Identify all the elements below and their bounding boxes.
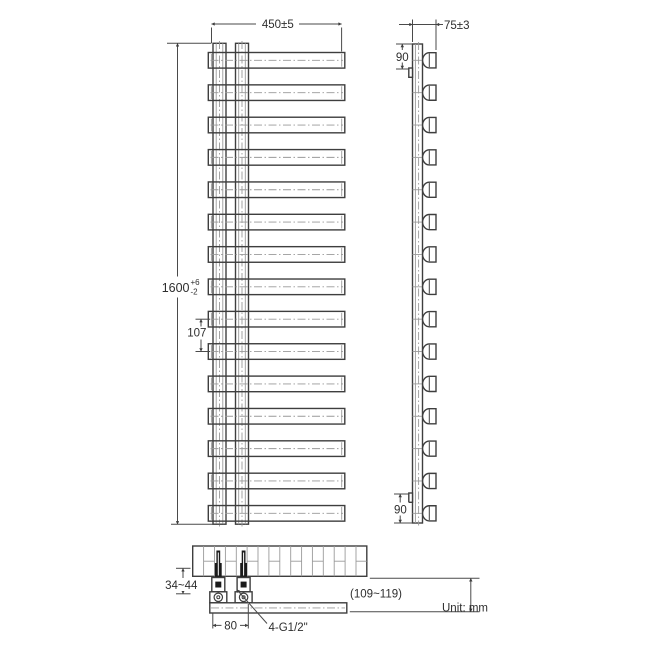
bottom-view: [163, 546, 480, 634]
bar-end-tabs: [413, 53, 437, 521]
unit-note: Unit: mm: [442, 602, 488, 615]
height-dim-tol-plus: +6: [190, 278, 200, 287]
bar-pitch-label: 107: [187, 327, 207, 340]
height-dim-tol-minus: -2: [190, 287, 198, 297]
vertical-tube-right: [236, 41, 249, 527]
vertical-tube-left: [213, 41, 226, 527]
mount-depth-label: (109~119): [350, 588, 402, 601]
dimension-valve-height: [163, 568, 200, 594]
dimension-depth: [399, 20, 470, 51]
depth-dim-label: 75±3: [444, 20, 470, 32]
front-view: [158, 18, 345, 527]
height-dim-label: 1600: [161, 281, 190, 295]
side-panel: [413, 42, 423, 526]
wall-bracket-bottom: [409, 493, 413, 502]
valve-height-label: 34~44: [165, 579, 198, 592]
bottom-offset-label: 90: [394, 504, 407, 517]
dimension-width: [212, 18, 342, 52]
top-offset-label: 90: [395, 52, 409, 64]
dimension-bar-pitch: [187, 319, 211, 351]
wall-rail: [210, 603, 347, 613]
side-view: [392, 20, 470, 526]
width-dim-label: 450±5: [261, 19, 294, 32]
wall-bracket-top: [409, 68, 413, 77]
valve-pitch-label: 80: [224, 620, 237, 633]
thread-spec-label: 4-G1/2": [268, 621, 308, 634]
towel-bars: [208, 53, 344, 522]
dimension-top-offset: [394, 44, 413, 69]
